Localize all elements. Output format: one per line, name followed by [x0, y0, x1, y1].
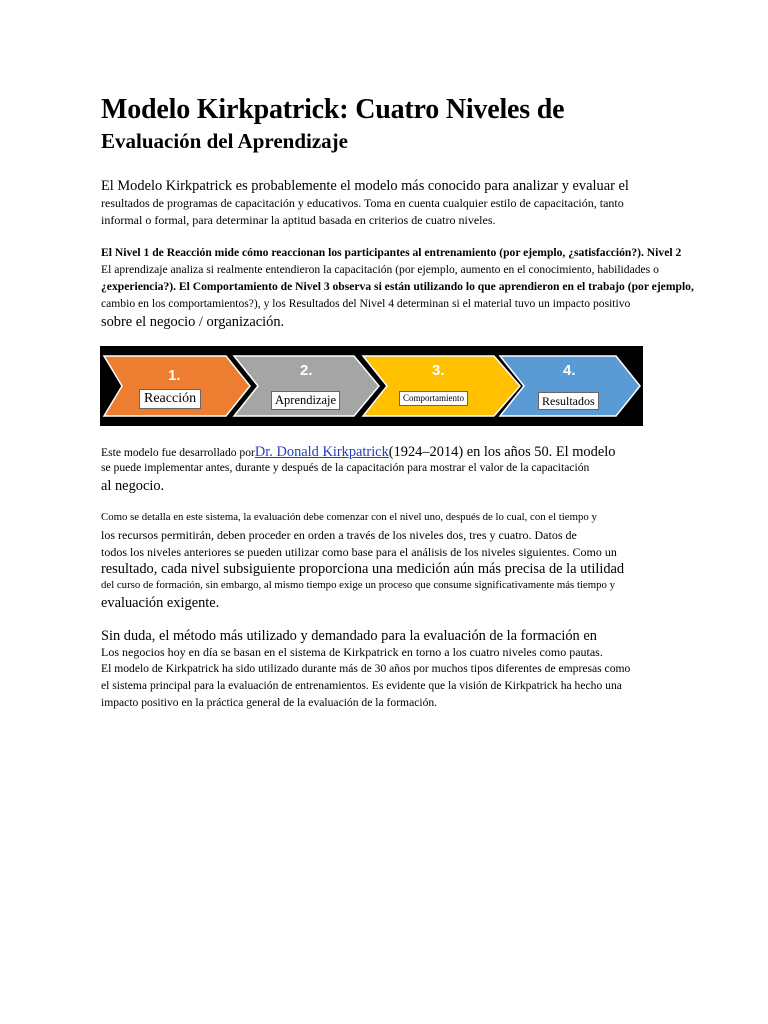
paragraph-3-text-before-link: Este modelo fue desarrollado por: [101, 446, 255, 459]
step-4-label: Resultados: [538, 392, 599, 410]
paragraph-5-line-4: el sistema principal para la evaluación de entrenamientos. Es evidente que la visión de Kirkpatrick ha hecho una: [101, 679, 622, 692]
paragraph-3-line-2: se puede implementar antes, durante y después de la capacitación para mostrar el valor de la capacitación: [101, 461, 590, 474]
paragraph-5-line-1: Sin duda, el método más utilizado y demandado para la evaluación de la formación en: [101, 628, 597, 644]
levels-chevron-graphic: [100, 346, 643, 426]
paragraph-1-line-3: informal o formal, para determinar la aptitud basada en criterios de cuatro niveles.: [101, 213, 496, 227]
paragraph-2-line-2: El aprendizaje analiza si realmente entendieron la capacitación (por ejemplo, aumento en el conocimiento, habilidades o: [101, 263, 659, 276]
paragraph-2-line-4: cambio en los comportamientos?), y los Resultados del Nivel 4 determinan si el material tuvo un impacto positivo: [101, 297, 631, 310]
paragraph-3-line-3: al negocio.: [101, 478, 165, 494]
step-2-number: 2.: [300, 362, 313, 379]
kirkpatrick-levels-diagram: [100, 346, 643, 426]
paragraph-3-line-1: [101, 443, 615, 461]
step-2-label: Aprendizaje: [271, 391, 340, 410]
paragraph-4-line-5: del curso de formación, sin embargo, al mismo tiempo exige un proceso que consume significativamente más tiempo y: [101, 579, 616, 591]
kirkpatrick-link[interactable]: Dr. Donald Kirkpatrick: [254, 444, 389, 460]
step-3-number: 3.: [432, 362, 445, 379]
paragraph-5-line-5: impacto positivo en la práctica general de la evaluación de la formación.: [101, 696, 438, 709]
paragraph-5-line-2: Los negocios hoy en día se basan en el sistema de Kirkpatrick en torno a los cuatro niveles como pautas.: [101, 645, 603, 659]
paragraph-4-line-6: evaluación exigente.: [101, 595, 220, 611]
paragraph-5-line-3: El modelo de Kirkpatrick ha sido utilizado durante más de 30 años por muchos tipos diferentes de empresas como: [101, 662, 631, 675]
step-3-label: Comportamiento: [399, 391, 468, 406]
paragraph-4-line-3: todos los niveles anteriores se pueden utilizar como base para el análisis de los niveles siguientes. Como un: [101, 545, 617, 559]
paragraph-1-line-1: El Modelo Kirkpatrick es probablemente el modelo más conocido para analizar y evaluar el: [101, 178, 629, 194]
document-subtitle: Evaluación del Aprendizaje: [101, 129, 348, 153]
document-title: Modelo Kirkpatrick: Cuatro Niveles de: [101, 94, 565, 125]
paragraph-4-line-2: los recursos permitirán, deben proceder en orden a través de los niveles dos, tres y cuatro. Datos de: [101, 528, 577, 542]
paragraph-4-line-1: Como se detalla en este sistema, la evaluación debe comenzar con el nivel uno, después de lo cual, con el tiempo y: [101, 511, 597, 523]
paragraph-3-text-after-link: (1924–2014) en los años 50. El modelo: [388, 444, 616, 460]
step-1-label: Reacción: [139, 389, 201, 409]
paragraph-2-line-1: El Nivel 1 de Reacción mide cómo reaccionan los participantes al entrenamiento (por ejemplo, ¿satisfacción?). Nivel 2: [101, 246, 682, 259]
paragraph-1-line-2: resultados de programas de capacitación y educativos. Toma en cuenta cualquier estilo de capacitación, tanto: [101, 196, 624, 210]
paragraph-2-line-5: sobre el negocio / organización.: [101, 314, 285, 330]
step-4-number: 4.: [563, 362, 576, 379]
paragraph-4-line-4: resultado, cada nivel subsiguiente proporciona una medición aún más precisa de la utilidad: [101, 561, 625, 577]
step-1-number: 1.: [168, 367, 181, 384]
paragraph-2-line-3: ¿experiencia?). El Comportamiento de Nivel 3 observa si están utilizando lo que aprendieron en el trabajo (por ejemplo,: [101, 280, 694, 293]
